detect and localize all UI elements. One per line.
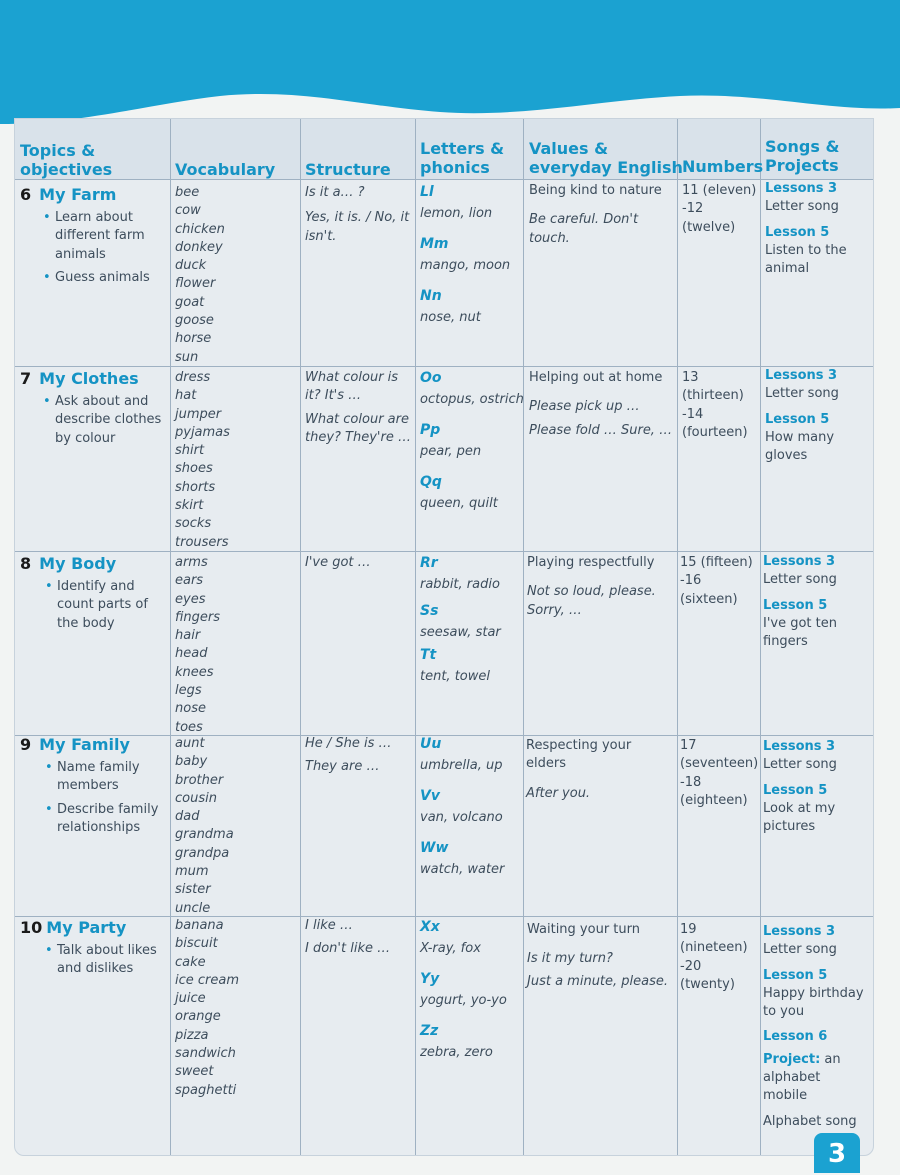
objective-item: • Ask about and describe clothes by colour bbox=[43, 393, 168, 448]
objective-item: • Guess animals bbox=[43, 269, 168, 287]
unit-objectives bbox=[43, 393, 168, 453]
songs-projects: Lessons 3 Letter song Lesson 5 Look at my pictures bbox=[763, 739, 837, 835]
songs-projects: Lessons 3 Letter song Lesson 5 I've got ten fingers bbox=[763, 554, 838, 650]
songs-projects: Lessons 3 Letter song Lesson 5 Listen to the animal bbox=[765, 181, 847, 277]
numbers-cell: 11 (eleven) -12 (twelve) bbox=[682, 183, 757, 235]
structure-text: What colour is it? It's … What colour are they? They're … bbox=[305, 370, 411, 445]
vocabulary-list: arms ears eyes fingers hair head knees legs nose toes bbox=[175, 555, 221, 735]
unit-title: 7 My Clothes bbox=[20, 369, 139, 388]
numbers-cell: 19 (nineteen) -20 (twenty) bbox=[680, 922, 748, 992]
letters-phonics: Rr rabbit, radio Ss seesaw, star Tt tent, towel bbox=[420, 555, 501, 684]
objective-item: • Identify and count parts of the body bbox=[45, 578, 170, 633]
unit-title: 10 My Party bbox=[20, 918, 127, 937]
letters-phonics: Oo octopus, ostrich Pp pear, pen Qq queen, quilt bbox=[420, 370, 524, 511]
numbers-cell: 15 (fifteen) -16 (sixteen) bbox=[680, 555, 753, 607]
structure-text: I've got … bbox=[305, 555, 371, 570]
vocabulary-list: dress hat jumper pyjamas shirt shoes shorts skirt socks trousers bbox=[175, 370, 230, 550]
vocabulary-list: banana biscuit cake ice cream juice orange pizza sandwich sweet spaghetti bbox=[175, 918, 240, 1098]
unit-objectives bbox=[45, 942, 170, 984]
header-numbers: Numbers bbox=[682, 157, 764, 176]
header-letters: Letters & phonics bbox=[420, 139, 505, 177]
unit-title: 8 My Body bbox=[20, 554, 117, 573]
vocabulary-list: aunt baby brother cousin dad grandma grandpa mum sister uncle bbox=[175, 736, 234, 916]
objective-item: • Talk about likes and dislikes bbox=[45, 942, 170, 979]
curriculum-table bbox=[14, 118, 874, 1156]
header-structure: Structure bbox=[305, 160, 391, 179]
values-english: Being kind to nature Be careful. Don't touch. bbox=[529, 183, 662, 246]
unit-objectives bbox=[45, 759, 170, 842]
unit-title: 6 My Farm bbox=[20, 185, 117, 204]
structure-text: I like … I don't like … bbox=[305, 918, 391, 957]
structure-text: Is it a… ? Yes, it is. / No, it isn't. bbox=[305, 185, 410, 244]
values-english: Respecting your elders After you. bbox=[526, 738, 632, 801]
objective-item: • Learn about different farm animals bbox=[43, 209, 168, 264]
header-vocabulary: Vocabulary bbox=[175, 160, 276, 179]
songs-projects: Lessons 3 Letter song Lesson 5 How many gloves bbox=[765, 368, 839, 464]
letters-phonics: Uu umbrella, up Vv van, volcano Ww watch, water bbox=[420, 736, 505, 877]
objective-item: • Name family members bbox=[45, 759, 170, 796]
header-songs: Songs & Projects bbox=[765, 137, 840, 175]
values-english: Helping out at home Please pick up … Please fold … Sure, … bbox=[529, 370, 673, 438]
vocabulary-list: bee cow chicken donkey duck flower goat goose horse sun bbox=[175, 185, 225, 365]
header-topics: Topics & objectives bbox=[20, 141, 113, 179]
values-english: Playing respectfully Not so loud, please. Sorry, … bbox=[527, 555, 656, 618]
unit-objectives bbox=[43, 209, 168, 292]
unit-objectives bbox=[45, 578, 170, 638]
header-values: Values & everyday English bbox=[529, 139, 683, 177]
structure-text: He / She is … They are … bbox=[305, 736, 392, 775]
songs-projects: Lessons 3 Letter song Lesson 5 Happy birthday to you Lesson 6 Project: an alphabet mobile Alphabet song bbox=[763, 924, 864, 1129]
letters-phonics: Ll lemon, lion Mm mango, moon Nn nose, nut bbox=[420, 184, 511, 325]
unit-title: 9 My Family bbox=[20, 735, 130, 754]
letters-phonics: Xx X-ray, fox Yy yogurt, yo-yo Zz zebra, zero bbox=[420, 919, 507, 1060]
values-english: Waiting your turn Is it my turn? Just a minute, please. bbox=[527, 922, 669, 989]
numbers-cell: 17 (seventeen) -18 (eighteen) bbox=[680, 738, 759, 808]
numbers-cell: 13 (thirteen) -14 (fourteen) bbox=[682, 370, 748, 440]
page-number: 3 bbox=[814, 1133, 860, 1173]
objective-item: • Describe family relationships bbox=[45, 801, 170, 838]
